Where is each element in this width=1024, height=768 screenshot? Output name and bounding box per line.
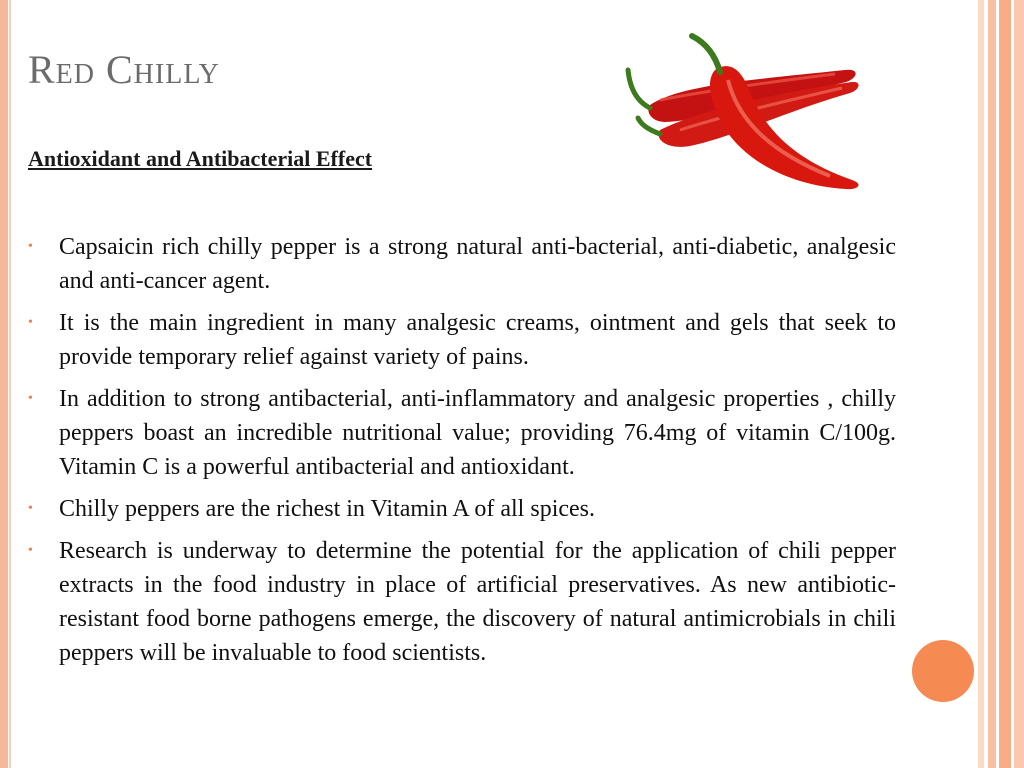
bullet-list [28, 230, 896, 678]
bullet-item [28, 306, 896, 374]
bullet-icon: • [28, 315, 33, 330]
bullet-item [28, 382, 896, 484]
bullet-text: It is the main ingredient in many analgesic creams, ointment and gels that seek to provide temporary relief against variety of pains. [59, 310, 896, 370]
decorative-orange-circle [912, 640, 974, 702]
bullet-icon: • [28, 543, 33, 558]
left-border-decoration [0, 0, 8, 768]
bullet-item [28, 534, 896, 670]
bullet-text: Research is underway to determine the potential for the application of chili pepper extracts in the food industry in place of artificial preservatives. As new antibiotic-resistant food borne pathogens emerge, the discovery of natural antimicrobials in chili peppers will be invaluable to food scientists. [59, 538, 896, 666]
bullet-icon: • [28, 391, 33, 406]
bullet-item [28, 492, 896, 526]
red-chilli-image [620, 30, 870, 200]
bullet-text: Capsaicin rich chilly pepper is a strong natural anti-bacterial, anti-diabetic, analgesic and anti-cancer agent. [59, 234, 896, 294]
bullet-item [28, 230, 896, 298]
slide-subtitle: Antioxidant and Antibacterial Effect [28, 146, 373, 171]
bullet-icon: • [28, 239, 33, 254]
bullet-text: Chilly peppers are the richest in Vitamin A of all spices. [59, 496, 596, 522]
right-border-stripes [978, 0, 1024, 768]
slide-title: Red Chilly [28, 47, 220, 92]
bullet-text: In addition to strong antibacterial, anti-inflammatory and analgesic properties , chilly peppers boast an incredible nutritional value; providing 76.4mg of vitamin C/100g. Vitamin C is a powerful antibacterial and antioxidant. [59, 386, 896, 480]
bullet-icon: • [28, 501, 33, 516]
